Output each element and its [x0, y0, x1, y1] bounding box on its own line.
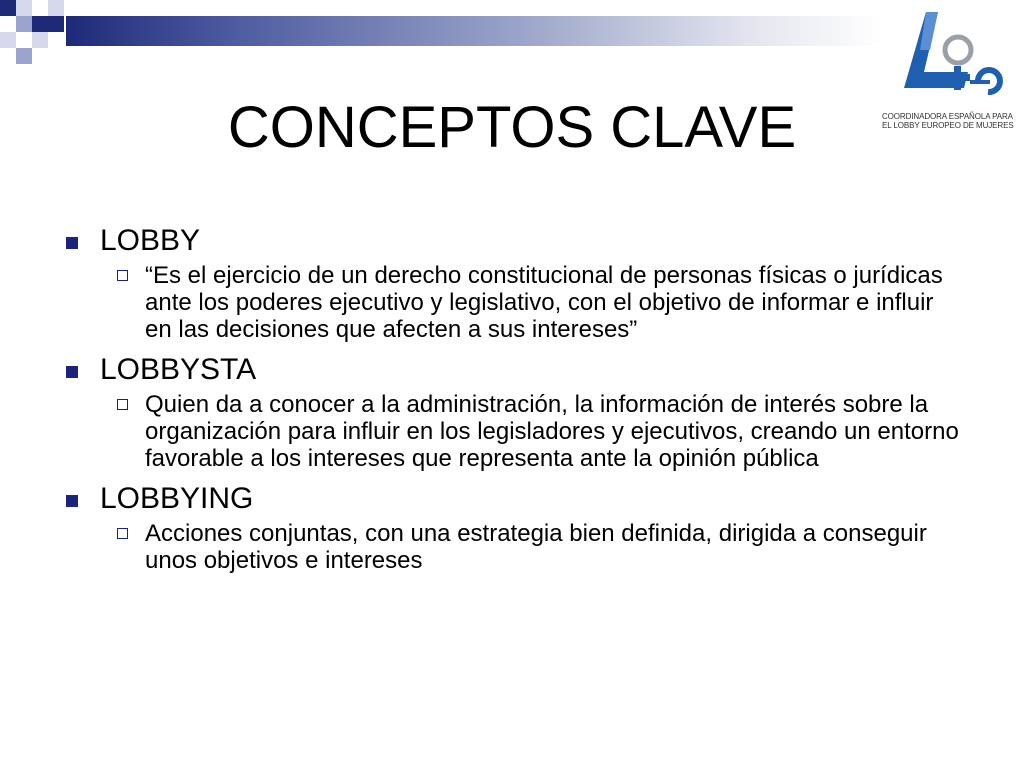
- sub-item-text: Acciones conjuntas, con una estrategia bien definida, dirigida a conseguir unos objetivos e intereses: [145, 520, 927, 574]
- square-bullet-icon: [66, 237, 78, 249]
- deco-square: [32, 16, 48, 32]
- header-gradient-bar: [66, 16, 884, 46]
- hollow-square-bullet-icon: [117, 270, 128, 281]
- bullet-item-lobbying: [60, 480, 960, 518]
- deco-square: [32, 32, 48, 48]
- bullet-heading: LOBBY: [100, 224, 201, 257]
- square-bullet-icon: [66, 495, 78, 507]
- deco-square: [16, 0, 32, 16]
- deco-square: [0, 32, 16, 48]
- bullet-heading: LOBBYSTA: [100, 353, 257, 386]
- sub-item-text: “Es el ejercicio de un derecho constitucional de personas físicas o jurídicas ante los poderes ejecutivo y legislativo, con el objetivo de informar e influir en las decisiones que afecten a sus intereses”: [145, 262, 943, 343]
- square-bullet-icon: [66, 366, 78, 378]
- slide-title: CONCEPTOS CLAVE: [227, 95, 797, 160]
- bullet-heading: LOBBYING: [100, 482, 254, 515]
- deco-square: [48, 0, 64, 16]
- slide-content: [60, 222, 960, 582]
- sub-item-lobby-definition: [60, 262, 960, 343]
- deco-square: [16, 16, 32, 32]
- hollow-square-bullet-icon: [117, 399, 128, 410]
- deco-square: [0, 0, 16, 16]
- logo-caption: COORDINADORA ESPAÑOLA PARA EL LOBBY EUROPEO DE MUJERES: [882, 112, 1014, 130]
- sub-item-text: Quien da a conocer a la administración, la información de interés sobre la organización para influir en los legisladores y ejecutivos, creando un entorno favorable a los intereses que representa ante la opinión pública: [145, 391, 959, 472]
- deco-square: [48, 16, 64, 32]
- hollow-square-bullet-icon: [117, 528, 128, 539]
- bullet-item-lobby: [60, 222, 960, 260]
- bullet-item-lobbysta: [60, 351, 960, 389]
- sub-item-lobbysta-definition: [60, 391, 960, 472]
- deco-square: [16, 48, 32, 64]
- sub-item-lobbying-definition: [60, 520, 960, 574]
